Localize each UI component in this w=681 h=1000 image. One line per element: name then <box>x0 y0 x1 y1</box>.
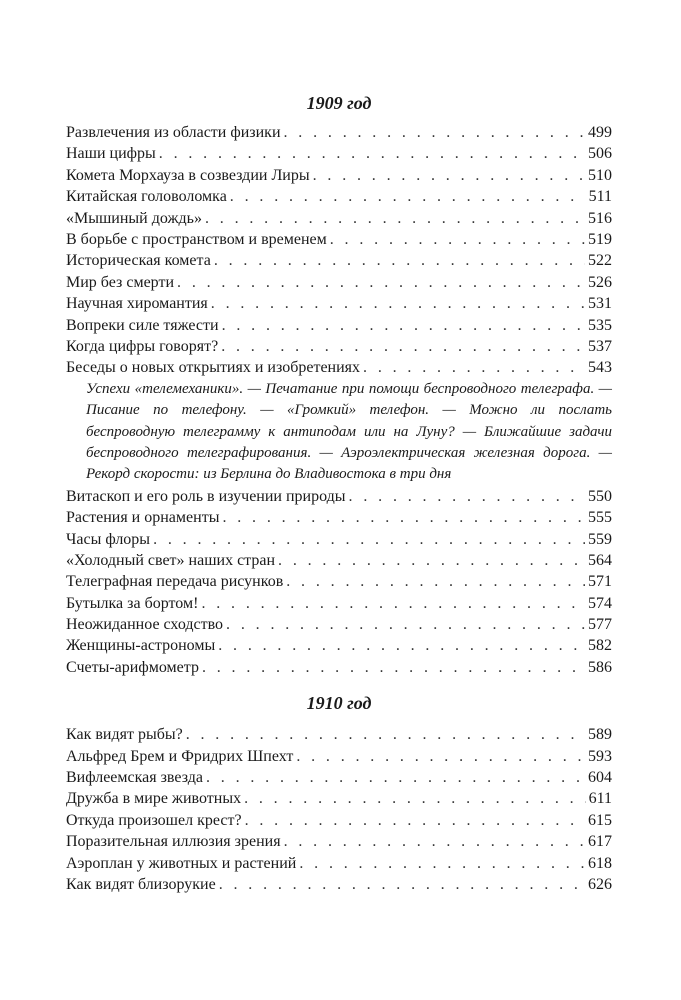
toc-entry <box>66 614 612 635</box>
toc-entry <box>66 315 612 336</box>
toc-entry-page: 604 <box>588 769 612 787</box>
dot-leader <box>202 657 585 678</box>
toc-entry-title: Телеграфная передача рисунков <box>66 573 284 591</box>
toc-entry-title: Беседы о новых открытиях и изобретениях <box>66 359 361 377</box>
dot-leader <box>177 272 585 293</box>
toc-entry <box>66 874 612 895</box>
toc-entry <box>66 336 612 357</box>
toc-entry-page: 519 <box>588 230 612 248</box>
toc-entry-page: 522 <box>588 252 612 270</box>
toc-entry <box>66 593 612 614</box>
toc-entry-title: Женщины-астрономы <box>66 637 216 655</box>
toc-entry <box>66 486 612 507</box>
toc-entry-title: Поразительная иллюзия зрения <box>66 833 281 851</box>
toc-entry <box>66 357 612 378</box>
toc-entry-page: 537 <box>588 337 612 355</box>
toc-entry-page: 582 <box>588 637 612 655</box>
toc-entry-page: 611 <box>588 790 612 808</box>
dot-leader <box>299 853 585 874</box>
toc-entry-page: 499 <box>588 124 612 141</box>
toc-entry-title: Растения и орнаменты <box>66 509 220 527</box>
toc-entry-title: Когда цифры говорят? <box>66 337 219 355</box>
toc-entry-page: 618 <box>588 854 612 872</box>
toc-entry-subtopics: Успехи «телемеханики». — Печатание при помощи беспроводного телеграфа. — Писание по телефону. — «Громкий» телефон. — Можно ли послать беспроводную телеграмму к антиподам или на Луну? — Ближайшие задачи беспроводного телеграфирования. — Аэроэлектрическая железная дорога. — Рекорд скорости: из Берлина до Владивостока в три дня <box>86 380 612 483</box>
dot-leader <box>211 293 585 314</box>
toc-entry <box>66 507 612 528</box>
dot-leader <box>186 724 585 745</box>
toc-entry-page: 510 <box>588 166 612 184</box>
toc-entry <box>66 208 612 229</box>
dot-leader <box>284 831 585 852</box>
toc-entry-page: 574 <box>588 594 612 612</box>
toc-entry-title: Китайская головоломка <box>66 188 227 206</box>
toc-entry-title: Дружба в мире животных <box>66 790 242 808</box>
toc-entry-title: Витаскоп и его роль в изучении природы <box>66 487 346 505</box>
toc-entry <box>66 571 612 592</box>
dot-leader <box>205 208 585 229</box>
toc-entry-title: Бутылка за бортом! <box>66 594 199 612</box>
toc-entry-title: Научная хиромантия <box>66 295 208 313</box>
toc-entry <box>66 657 612 678</box>
section-title-1910: 1910 год <box>306 693 372 714</box>
toc-entry-title: Аэроплан у животных и растений <box>66 854 297 872</box>
dot-leader <box>296 746 585 767</box>
toc-entry-page: 526 <box>588 273 612 291</box>
toc-entry <box>66 767 612 788</box>
toc-entry <box>66 229 612 250</box>
toc-entry-page: 516 <box>588 209 612 227</box>
toc-entry-page: 506 <box>588 145 612 163</box>
toc-entry <box>66 810 612 831</box>
toc-entry-title: Историческая комета <box>66 252 211 270</box>
dot-leader <box>226 614 585 635</box>
toc-entry <box>66 831 612 852</box>
toc-entry-title: Часы флоры <box>66 530 151 548</box>
toc-entry-page: 589 <box>588 726 612 744</box>
dot-leader <box>278 550 585 571</box>
toc-list-1910 <box>66 724 612 895</box>
dot-leader <box>222 507 585 528</box>
toc-entry-page: 617 <box>588 833 612 851</box>
toc-entry-page: 577 <box>588 616 612 634</box>
toc-entry <box>66 143 612 164</box>
dot-leader <box>245 810 585 831</box>
toc-entry-title: Как видят близорукие <box>66 875 216 893</box>
dot-leader <box>222 315 585 336</box>
toc-entry <box>66 788 612 809</box>
toc-entry-title: Мир без смерти <box>66 273 175 291</box>
dot-leader <box>218 635 585 656</box>
toc-entry <box>66 250 612 271</box>
toc-entry <box>66 529 612 550</box>
toc-entry-page: 626 <box>588 875 612 893</box>
dot-leader <box>244 788 586 809</box>
toc-entry-page: 543 <box>588 359 612 377</box>
toc-entry-page: 564 <box>588 551 612 569</box>
dot-leader <box>286 571 585 592</box>
dot-leader <box>219 874 585 895</box>
toc-entry-title: Комета Морхауза в созвездии Лиры <box>66 166 310 184</box>
toc-entry-page: 511 <box>588 188 612 206</box>
toc-entry-title: Альфред Брем и Фридрих Шпехт <box>66 747 294 765</box>
toc-entry-title: Откуда произошел крест? <box>66 811 242 829</box>
dot-leader <box>221 336 585 357</box>
toc-entry <box>66 272 612 293</box>
toc-entry-page: 615 <box>588 811 612 829</box>
toc-entry-title: Развлечения из области физики <box>66 124 281 141</box>
toc-list-1909-continued <box>66 486 612 679</box>
dot-leader <box>206 767 585 788</box>
toc-entry <box>66 635 612 656</box>
toc-entry <box>66 746 612 767</box>
toc-entry-title: В борьбе с пространством и временем <box>66 230 327 248</box>
toc-page <box>66 88 612 895</box>
toc-entry-page: 531 <box>588 295 612 313</box>
toc-entry-title: «Холодный свет» наших стран <box>66 551 276 569</box>
toc-entry <box>66 186 612 207</box>
toc-list-1909 <box>66 122 612 379</box>
toc-entry <box>66 550 612 571</box>
dot-leader <box>201 593 585 614</box>
toc-entry-page: 593 <box>588 747 612 765</box>
dot-leader <box>284 122 586 143</box>
toc-entry-page: 555 <box>588 509 612 527</box>
dot-leader <box>363 357 585 378</box>
toc-entry-page: 550 <box>588 487 612 505</box>
toc-entry <box>66 724 612 745</box>
dot-leader <box>159 143 585 164</box>
toc-entry <box>66 853 612 874</box>
dot-leader <box>349 486 585 507</box>
toc-entry-page: 559 <box>588 530 612 548</box>
dot-leader <box>153 529 585 550</box>
toc-entry-title: Неожиданное сходство <box>66 616 224 634</box>
dot-leader <box>330 229 585 250</box>
toc-entry-page: 535 <box>588 316 612 334</box>
toc-entry-page: 586 <box>588 658 612 676</box>
toc-entry-title: Вопреки силе тяжести <box>66 316 219 334</box>
toc-entry-page: 571 <box>588 573 612 591</box>
toc-entry-title: Вифлеемская звезда <box>66 769 203 787</box>
toc-entry-title: Счеты-арифмометр <box>66 658 199 676</box>
dot-leader <box>313 165 585 186</box>
dot-leader <box>214 250 585 271</box>
toc-entry <box>66 165 612 186</box>
dot-leader <box>230 186 586 207</box>
toc-entry <box>66 293 612 314</box>
toc-entry-title: «Мышиный дождь» <box>66 209 202 227</box>
toc-entry <box>66 122 612 143</box>
toc-entry-title: Как видят рыбы? <box>66 726 183 744</box>
toc-entry-title: Наши цифры <box>66 145 156 163</box>
section-title-1909: 1909 год <box>306 93 372 113</box>
